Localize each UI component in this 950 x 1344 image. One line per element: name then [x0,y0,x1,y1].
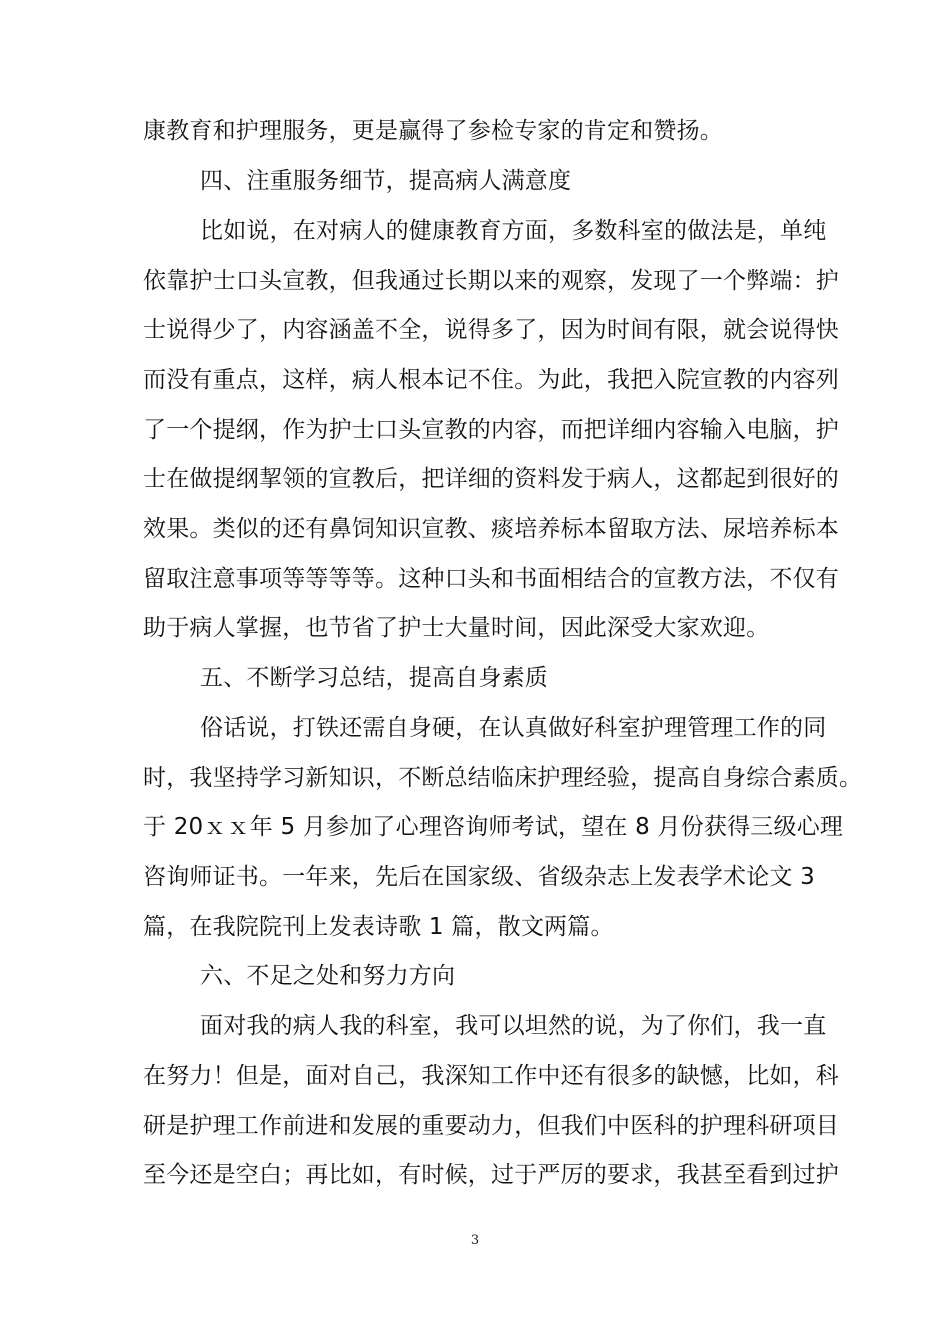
section-heading: 六、不足之处和努力方向 [200,963,456,989]
text-line: 效果。类似的还有鼻饲知识宣教、痰培养标本留取方法、尿培养标本 [143,516,839,542]
section-heading: 四、注重服务细节，提高病人满意度 [200,168,572,194]
text-line: 研是护理工作前进和发展的重要动力，但我们中医科的护理科研项目 [143,1113,839,1139]
text-line: 至今还是空白；再比如，有时候，过于严厉的要求，我甚至看到过护 [143,1162,839,1188]
text-line: 助于病人掌握，也节省了护士大量时间，因此深受大家欢迎。 [143,615,770,641]
section-heading: 五、不断学习总结，提高自身素质 [200,665,548,691]
text-line: 时，我坚持学习新知识，不断总结临床护理经验，提高自身综合素质。 [143,765,863,791]
text-line: 篇，在我院院刊上发表诗歌 1 篇，散文两篇。 [143,914,614,940]
text-line: 于 20ｘｘ年 5 月参加了心理咨询师考试，望在 8 月份获得三级心理 [143,814,844,840]
text-line: 士说得少了，内容涵盖不全，说得多了，因为时间有限，就会说得快 [143,317,839,343]
text-line: 俗话说，打铁还需自身硬，在认真做好科室护理管理工作的同 [200,715,827,741]
text-line: 面对我的病人我的科室，我可以坦然的说，为了你们，我一直 [200,1013,827,1039]
text-line: 而没有重点，这样，病人根本记不住。为此，我把入院宣教的内容列 [143,367,839,393]
text-line: 在努力！但是，面对自己，我深知工作中还有很多的缺憾，比如，科 [143,1063,839,1089]
text-line: 比如说，在对病人的健康教育方面，多数科室的做法是，单纯 [200,218,827,244]
text-line: 了一个提纲，作为护士口头宣教的内容，而把详细内容输入电脑，护 [143,417,839,443]
text-line: 留取注意事项等等等等。这种口头和书面相结合的宣教方法，不仅有 [143,566,839,592]
text-line: 康教育和护理服务，更是赢得了参检专家的肯定和赞扬。 [143,118,723,144]
text-line: 依靠护士口头宣教，但我通过长期以来的观察，发现了一个弊端：护 [143,268,839,294]
text-line: 咨询师证书。一年来，先后在国家级、省级杂志上发表学术论文 3 [143,864,815,890]
text-line: 士在做提纲挈领的宣教后，把详细的资料发于病人，这都起到很好的 [143,466,839,492]
page-number: 3 [470,1233,480,1248]
